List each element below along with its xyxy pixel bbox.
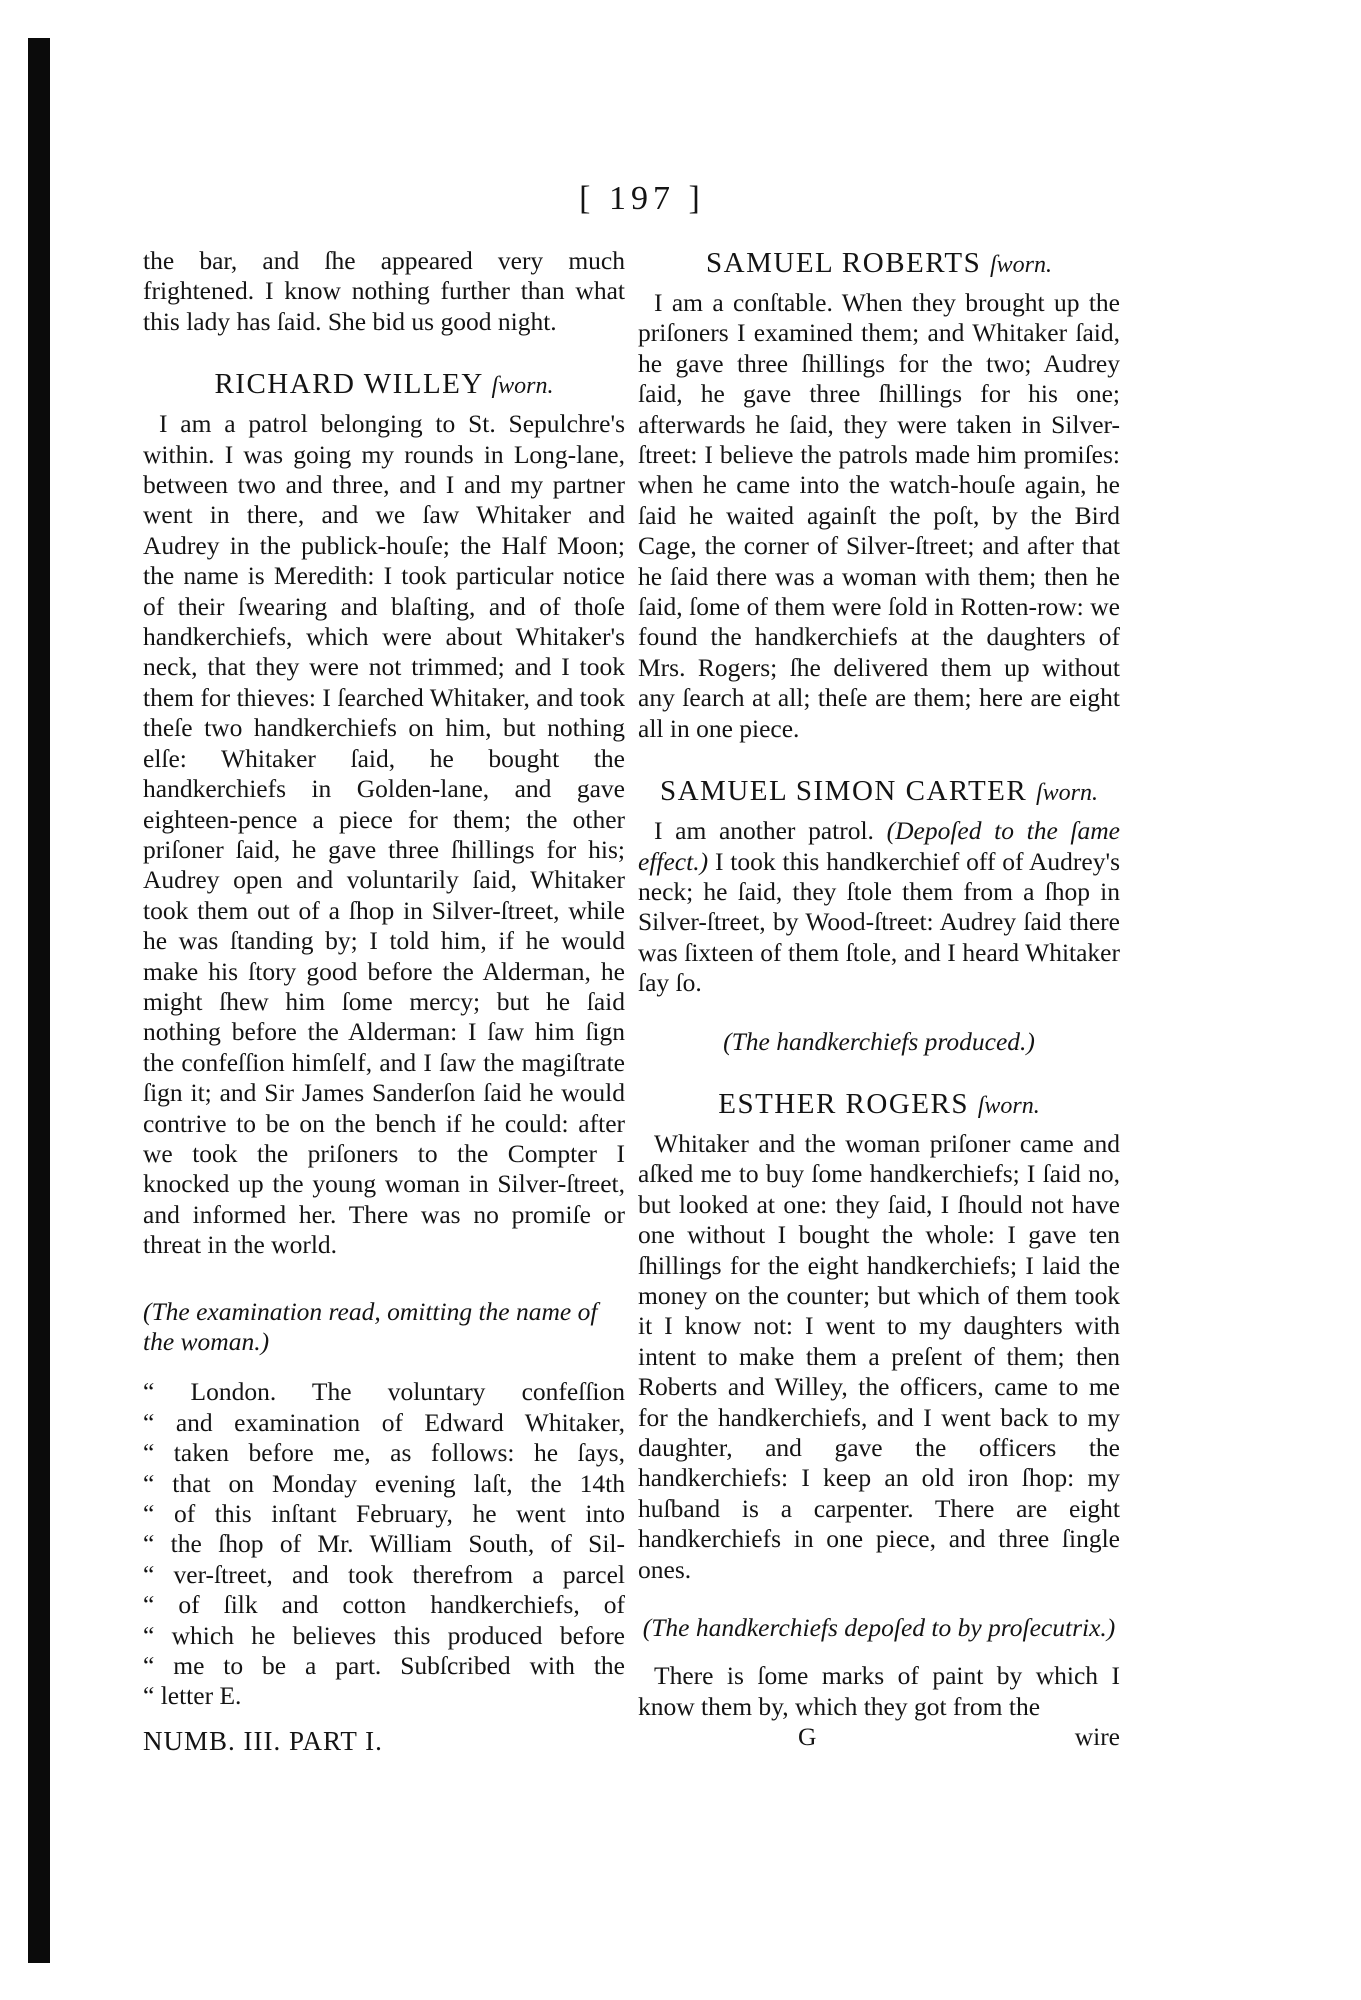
testimony-samuel-roberts: I am a conſtable. When they brought up the priſoners I examined them; and Whitaker ſaid, he gave three ſhillings for the two; Audrey ſaid, he gave three ſhillings for his one; afterwards he ſaid, they were taken in Silver-ſtreet: I believe the patrols made him promiſes: when he came into the watch-houſe again, he ſaid he waited againſt the poſt, by the Bird Cage, the corner of Silver-ſtreet; and after that he ſaid there was a woman with them; then he ſaid, ſome of them were ſold in Rotten-row: we found the handkerchiefs at the daughters of Mrs. Rogers; ſhe delivered them up without any ſearch at all; theſe are them; here are eight all in one piece. [638,288,1120,743]
witness-heading-samuel-roberts [638,246,1120,282]
quote-line: “ ver-ſtreet, and took therefrom a parcel [143,1559,625,1589]
quote-line: “ which he believes this produced before [143,1620,625,1650]
witness-heading-esther-rogers [638,1087,1120,1123]
left-column [143,246,625,1756]
quote-line: “ and examination of Edward Whitaker, [143,1407,625,1437]
testimony-esther-rogers: Whitaker and the woman priſoner came and aſked me to buy ſome handkerchiefs; I ſaid no, but looked at one: they ſaid, I ſhould not have one without I bought the whole: I gave ten ſhillings for the eight handkerchiefs; I laid the money on the counter; but which of them took it I know not: I went to my daughters with intent to make them a preſent of them; then Roberts and Willey, the officers, came to me for the handkerchiefs, and I went back to my daughter, and gave the officers the handkerchiefs: I keep an old iron ſhop: my huſband is a carpenter. There are eight handkerchiefs in one piece, and three ſingle ones. [638,1128,1120,1584]
testimony-text: I took this handkerchief off of Audrey's neck; he ſaid, they ſtole them from a ſhop in Silver-ſtreet, by Wood-ſtreet: Audrey ſaid there was ſixteen of them ſtole, and I heard Whitaker ſay ſo. [638,846,1120,998]
quote-line: “ that on Monday evening laſt, the 14th [143,1468,625,1498]
sworn-label: ſworn. [491,373,554,400]
witness-name: RICHARD WILLEY [214,368,483,401]
quote-line: “ letter E. [143,1681,242,1711]
sworn-label: ſworn. [977,1092,1040,1119]
sworn-label: ſworn. [989,252,1052,278]
footer-part-label: NUMB. III. PART I. [143,1725,383,1756]
signature-mark: G [798,1722,817,1752]
left-paragraph-continuation: the bar, and ſhe appeared very much frightened. I know nothing further than what this lady has ſaid. She bid us good night. [143,246,625,336]
stage-note-examination: (The examination read, omitting the name of the woman.) [143,1296,598,1356]
quote-line: “ the ſhop of Mr. William South, of Sil- [143,1529,625,1559]
witness-name: SAMUEL SIMON CARTER [659,775,1028,808]
quote-line: “ London. The voluntary confeſſion [143,1377,625,1407]
binding-edge [28,38,50,1963]
witness-name: ESTHER ROGERS [718,1087,969,1120]
testimony-text: I am another patrol. [654,816,874,846]
testimony-samuel-simon-carter [638,816,1120,998]
stage-note-deposed-by-prosecutrix: (The handkerchiefs depoſed to by proſecutrix.) [642,1613,1116,1643]
witness-name: SAMUEL ROBERTS [706,247,982,279]
signature-row [638,1722,1120,1752]
deposed-note: (Depoſed to the ſame effect.) [638,816,1120,876]
page-number: [ 197 ] [579,180,705,217]
quote-line: “ taken before me, as follows: he ſays, [143,1438,625,1468]
testimony-richard-willey: I am a patrol belonging to St. Sepulchre's within. I was going my rounds in Long-lane, between two and three, and I and my partner went in there, and we ſaw Whitaker and Audrey in the publick-houſe; the Half Moon; the name is Meredith: I took particular notice of their ſwearing and blaſting, and of thoſe handkerchiefs, which were about Whitaker's neck, that they were not trimmed; and I took them for thieves: I ſearched Whitaker, and took theſe two handkerchiefs on him, but nothing elſe: Whitaker ſaid, he bought the handkerchiefs in Golden-lane, and gave eighteen-pence a piece for them; the other priſoner ſaid, he gave three ſhillings for his; Audrey open and voluntarily ſaid, Whitaker took them out of a ſhop in Silver-ſtreet, while he was ſtanding by; I told him, if he would make his ſtory good before the Alderman, he might ſhew him ſome mercy; but he ſaid nothing before the Alderman: I ſaw him ſign the confeſſion himſelf, and I ſaw the magiſtrate ſign it; and Sir James Sanderſon ſaid he would contrive to be on the bench if he could: after we took the priſoners to the Compter I knocked up the young woman in Silver-ſtreet, and informed her. There was no promiſe or threat in the world. [143,409,625,1260]
witness-heading-samuel-simon-carter [638,774,1120,810]
catchword: wire [1074,1722,1120,1752]
witness-heading-richard-willey [143,367,625,403]
quote-line: “ of this inſtant February, he went into [143,1499,625,1529]
right-column [638,246,1120,1753]
testimony-continuation: There is ſome marks of paint by which I know them by, which they got from the [638,1661,1120,1721]
confession-quote [143,1377,625,1711]
stage-note-handkerchiefs-produced: (The handkerchiefs produced.) [723,1026,1035,1056]
sworn-label: ſworn. [1036,780,1099,807]
quote-line: “ me to be a part. Subſcribed with the [143,1651,625,1681]
quote-line: “ of ſilk and cotton handkerchiefs, of [143,1590,625,1620]
